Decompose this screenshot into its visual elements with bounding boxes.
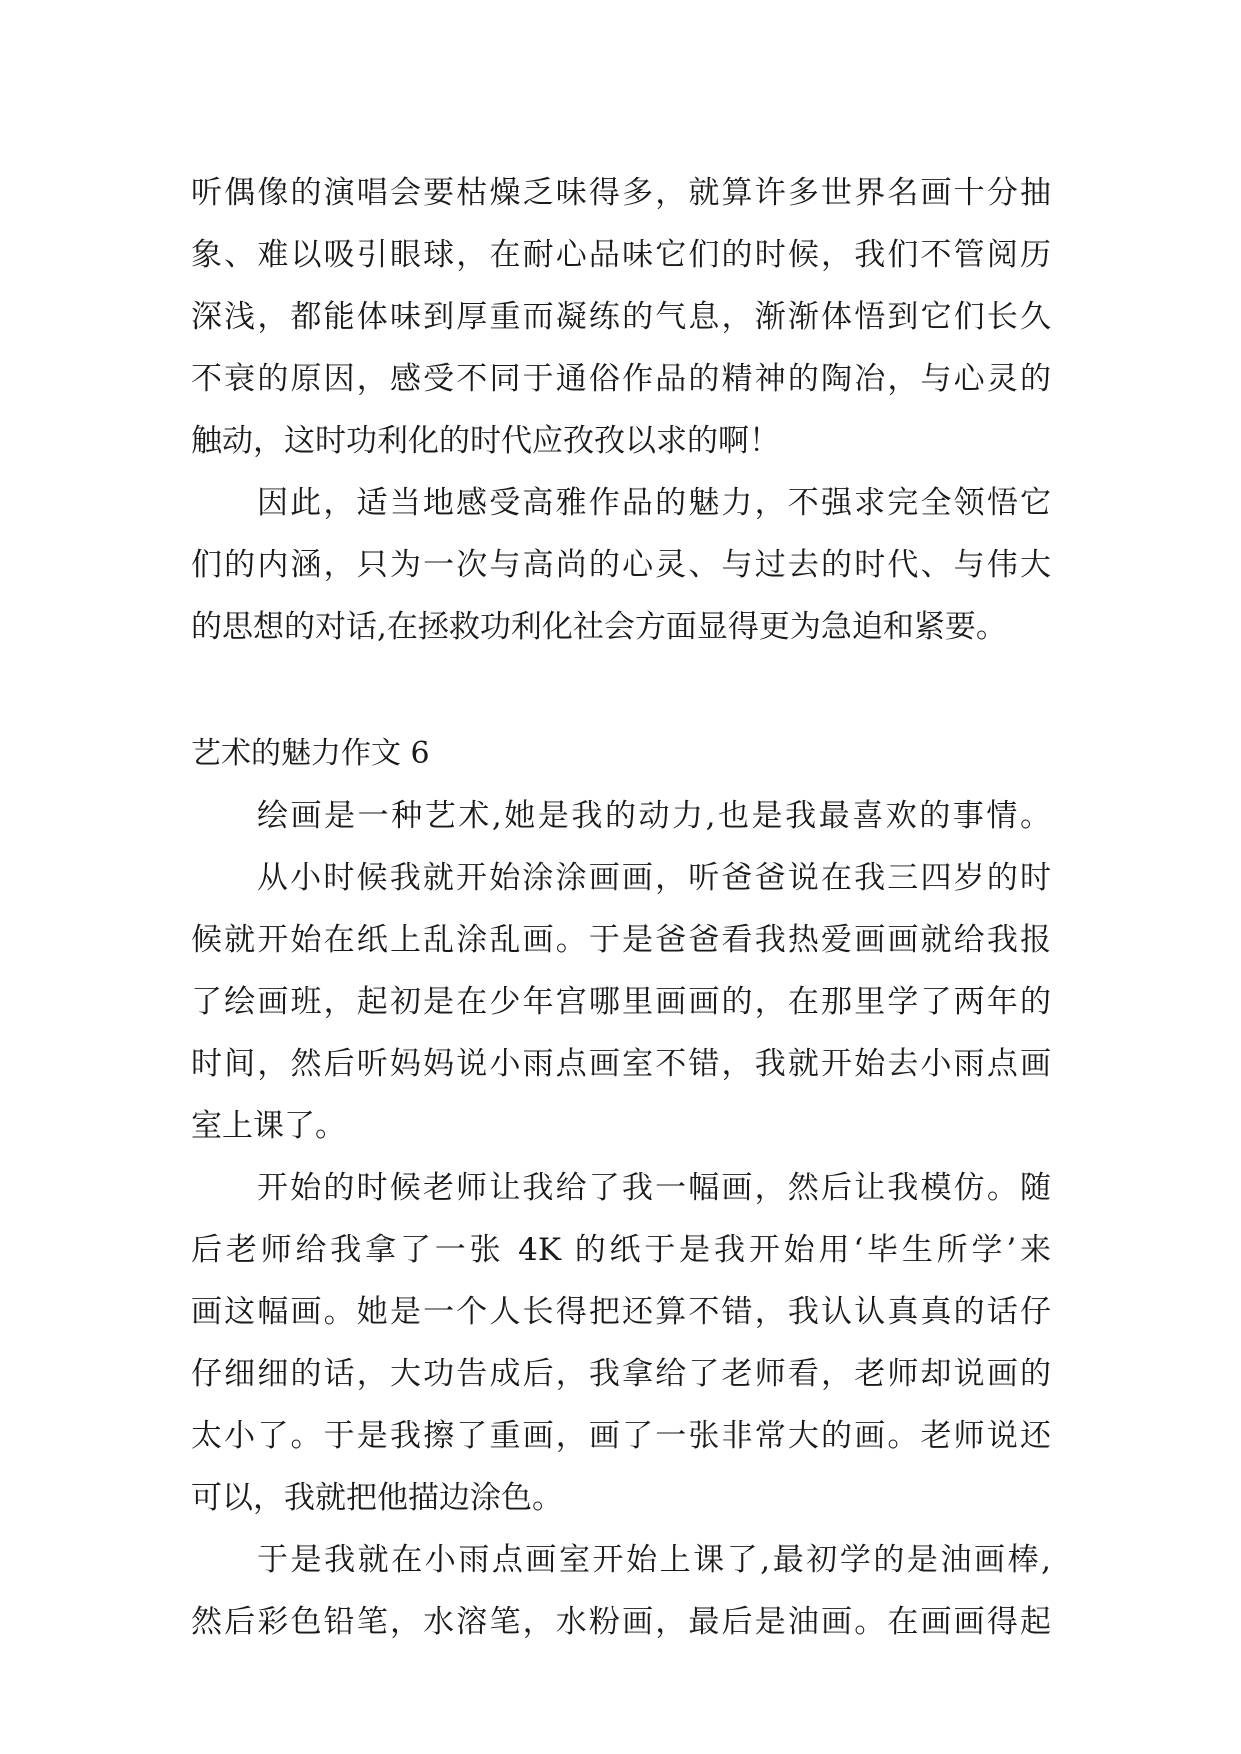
text-line: 了绘画班，起初是在少年宫哪里画画的，在那里学了两年的: [191, 984, 1051, 1020]
text-line: 触动，这时功利化的时代应孜孜以求的啊！: [191, 423, 780, 459]
text-line: 不衰的原因，感受不同于通俗作品的精神的陶冶，与心灵的: [191, 361, 1051, 397]
document-page: [191, 162, 1051, 1653]
text-line: 仔细细的话，大功告成后，我拿给了老师看，老师却说画的: [191, 1356, 1051, 1392]
text-line: 候就开始在纸上乱涂乱画。于是爸爸看我热爱画画就给我报: [191, 922, 1051, 958]
text-line: 然后彩色铅笔，水溶笔，水粉画，最后是油画。在画画得起: [191, 1604, 1051, 1640]
section-title: 艺术的魅力作文 6: [191, 736, 430, 771]
text-line: 的思想的对话,在拯救功利化社会方面显得更为急迫和紧要。: [191, 609, 1007, 645]
section-gap: [191, 658, 1051, 723]
paragraph-block-before: [191, 162, 1051, 658]
text-line: 可以，我就把他描边涂色。: [191, 1480, 563, 1516]
text-line: 从小时候我就开始涂涂画画，听爸爸说在我三四岁的时: [257, 860, 1051, 896]
text-line: 室上课了。: [191, 1108, 346, 1144]
text-line: 时间，然后听妈妈说小雨点画室不错，我就开始去小雨点画: [191, 1046, 1051, 1082]
text-line: 开始的时候老师让我给了我一幅画，然后让我模仿。随: [257, 1170, 1051, 1206]
text-line: 绘画是一种艺术,她是我的动力,也是我最喜欢的事情。: [257, 798, 1051, 834]
text-line: 太小了。于是我擦了重画，画了一张非常大的画。老师说还: [191, 1418, 1051, 1454]
text-line: 于是我就在小雨点画室开始上课了,最初学的是油画棒,: [257, 1542, 1051, 1578]
text-line: 深浅，都能体味到厚重而凝练的气息，渐渐体悟到它们长久: [191, 299, 1051, 335]
text-line: 象、难以吸引眼球，在耐心品味它们的时候，我们不管阅历: [191, 237, 1051, 273]
paragraph-block-after: [191, 785, 1051, 1653]
text-line: 因此，适当地感受高雅作品的魅力，不强求完全领悟它: [257, 485, 1051, 521]
text-line: 画这幅画。她是一个人长得把还算不错，我认认真真的话仔: [191, 1294, 1051, 1330]
text-line: 听偶像的演唱会要枯燥乏味得多，就算许多世界名画十分抽: [191, 175, 1051, 211]
text-line: 后老师给我拿了一张 4K 的纸于是我开始用‘毕生所学’来: [191, 1232, 1051, 1268]
text-line: 们的内涵，只为一次与高尚的心灵、与过去的时代、与伟大: [191, 547, 1051, 583]
